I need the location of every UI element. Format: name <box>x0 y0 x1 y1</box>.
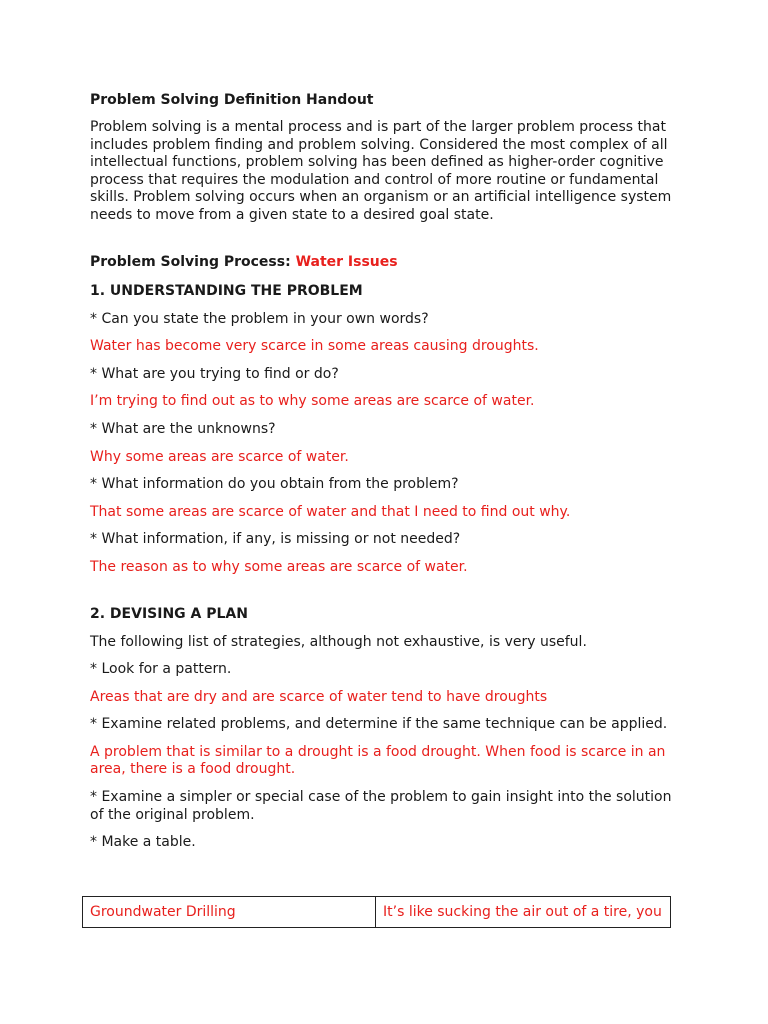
section1-heading: 1. UNDERSTANDING THE PROBLEM <box>90 282 363 299</box>
s2-question-2: * Examine related problems, and determine if the same technique can be applied. <box>90 716 668 733</box>
strategy-table <box>82 896 671 928</box>
s1-question-2: * What are you trying to find or do? <box>90 365 339 382</box>
table-cell-strategy: Groundwater Drilling <box>83 897 376 928</box>
s2-question-3: * Examine a simpler or special case of the problem to gain insight into the solution of the original problem. <box>90 789 672 823</box>
document-title: Problem Solving Definition Handout <box>90 92 374 108</box>
s1-answer-1: Water has become very scarce in some areas causing droughts. <box>90 338 539 355</box>
s1-answer-5: The reason as to why some areas are scarce of water. <box>90 558 468 575</box>
s2-answer-1: Areas that are dry and are scarce of water tend to have droughts <box>90 688 548 705</box>
s1-question-4: * What information do you obtain from the problem? <box>90 476 459 493</box>
s1-answer-4: That some areas are scarce of water and that I need to find out why. <box>90 503 571 520</box>
s1-question-1: * Can you state the problem in your own words? <box>90 310 429 327</box>
document-page <box>90 92 680 852</box>
definition-paragraph: Problem solving is a mental process and is part of the larger problem process that includes problem finding and problem solving. Considered the most complex of all intellectual functions, problem solving has been defined as higher-order cognitive process that requires the modulation and control of more routine or fundamental skills. Problem solving occurs when an organism or an artificial intelligence system needs to move from a given state to a desired goal state. <box>90 119 672 223</box>
s2-question-1: * Look for a pattern. <box>90 661 232 678</box>
s1-answer-2: I’m trying to find out as to why some areas are scarce of water. <box>90 393 535 410</box>
s2-question-4: * Make a table. <box>90 834 196 851</box>
s1-answer-3: Why some areas are scarce of water. <box>90 448 349 465</box>
table-row <box>83 897 671 928</box>
s2-intro: The following list of strategies, although not exhaustive, is very useful. <box>90 633 587 650</box>
process-heading <box>90 254 680 271</box>
s1-question-5: * What information, if any, is missing or not needed? <box>90 531 461 548</box>
process-label: Problem Solving Process: <box>90 253 291 270</box>
process-topic: Water Issues <box>295 253 398 270</box>
table-cell-description: It’s like sucking the air out of a tire, you <box>376 897 671 928</box>
s2-answer-2: A problem that is similar to a drought is a food drought. When food is scarce in an area, there is a food drought. <box>90 743 666 778</box>
s1-question-3: * What are the unknowns? <box>90 420 276 437</box>
section2-heading: 2. DEVISING A PLAN <box>90 605 248 622</box>
